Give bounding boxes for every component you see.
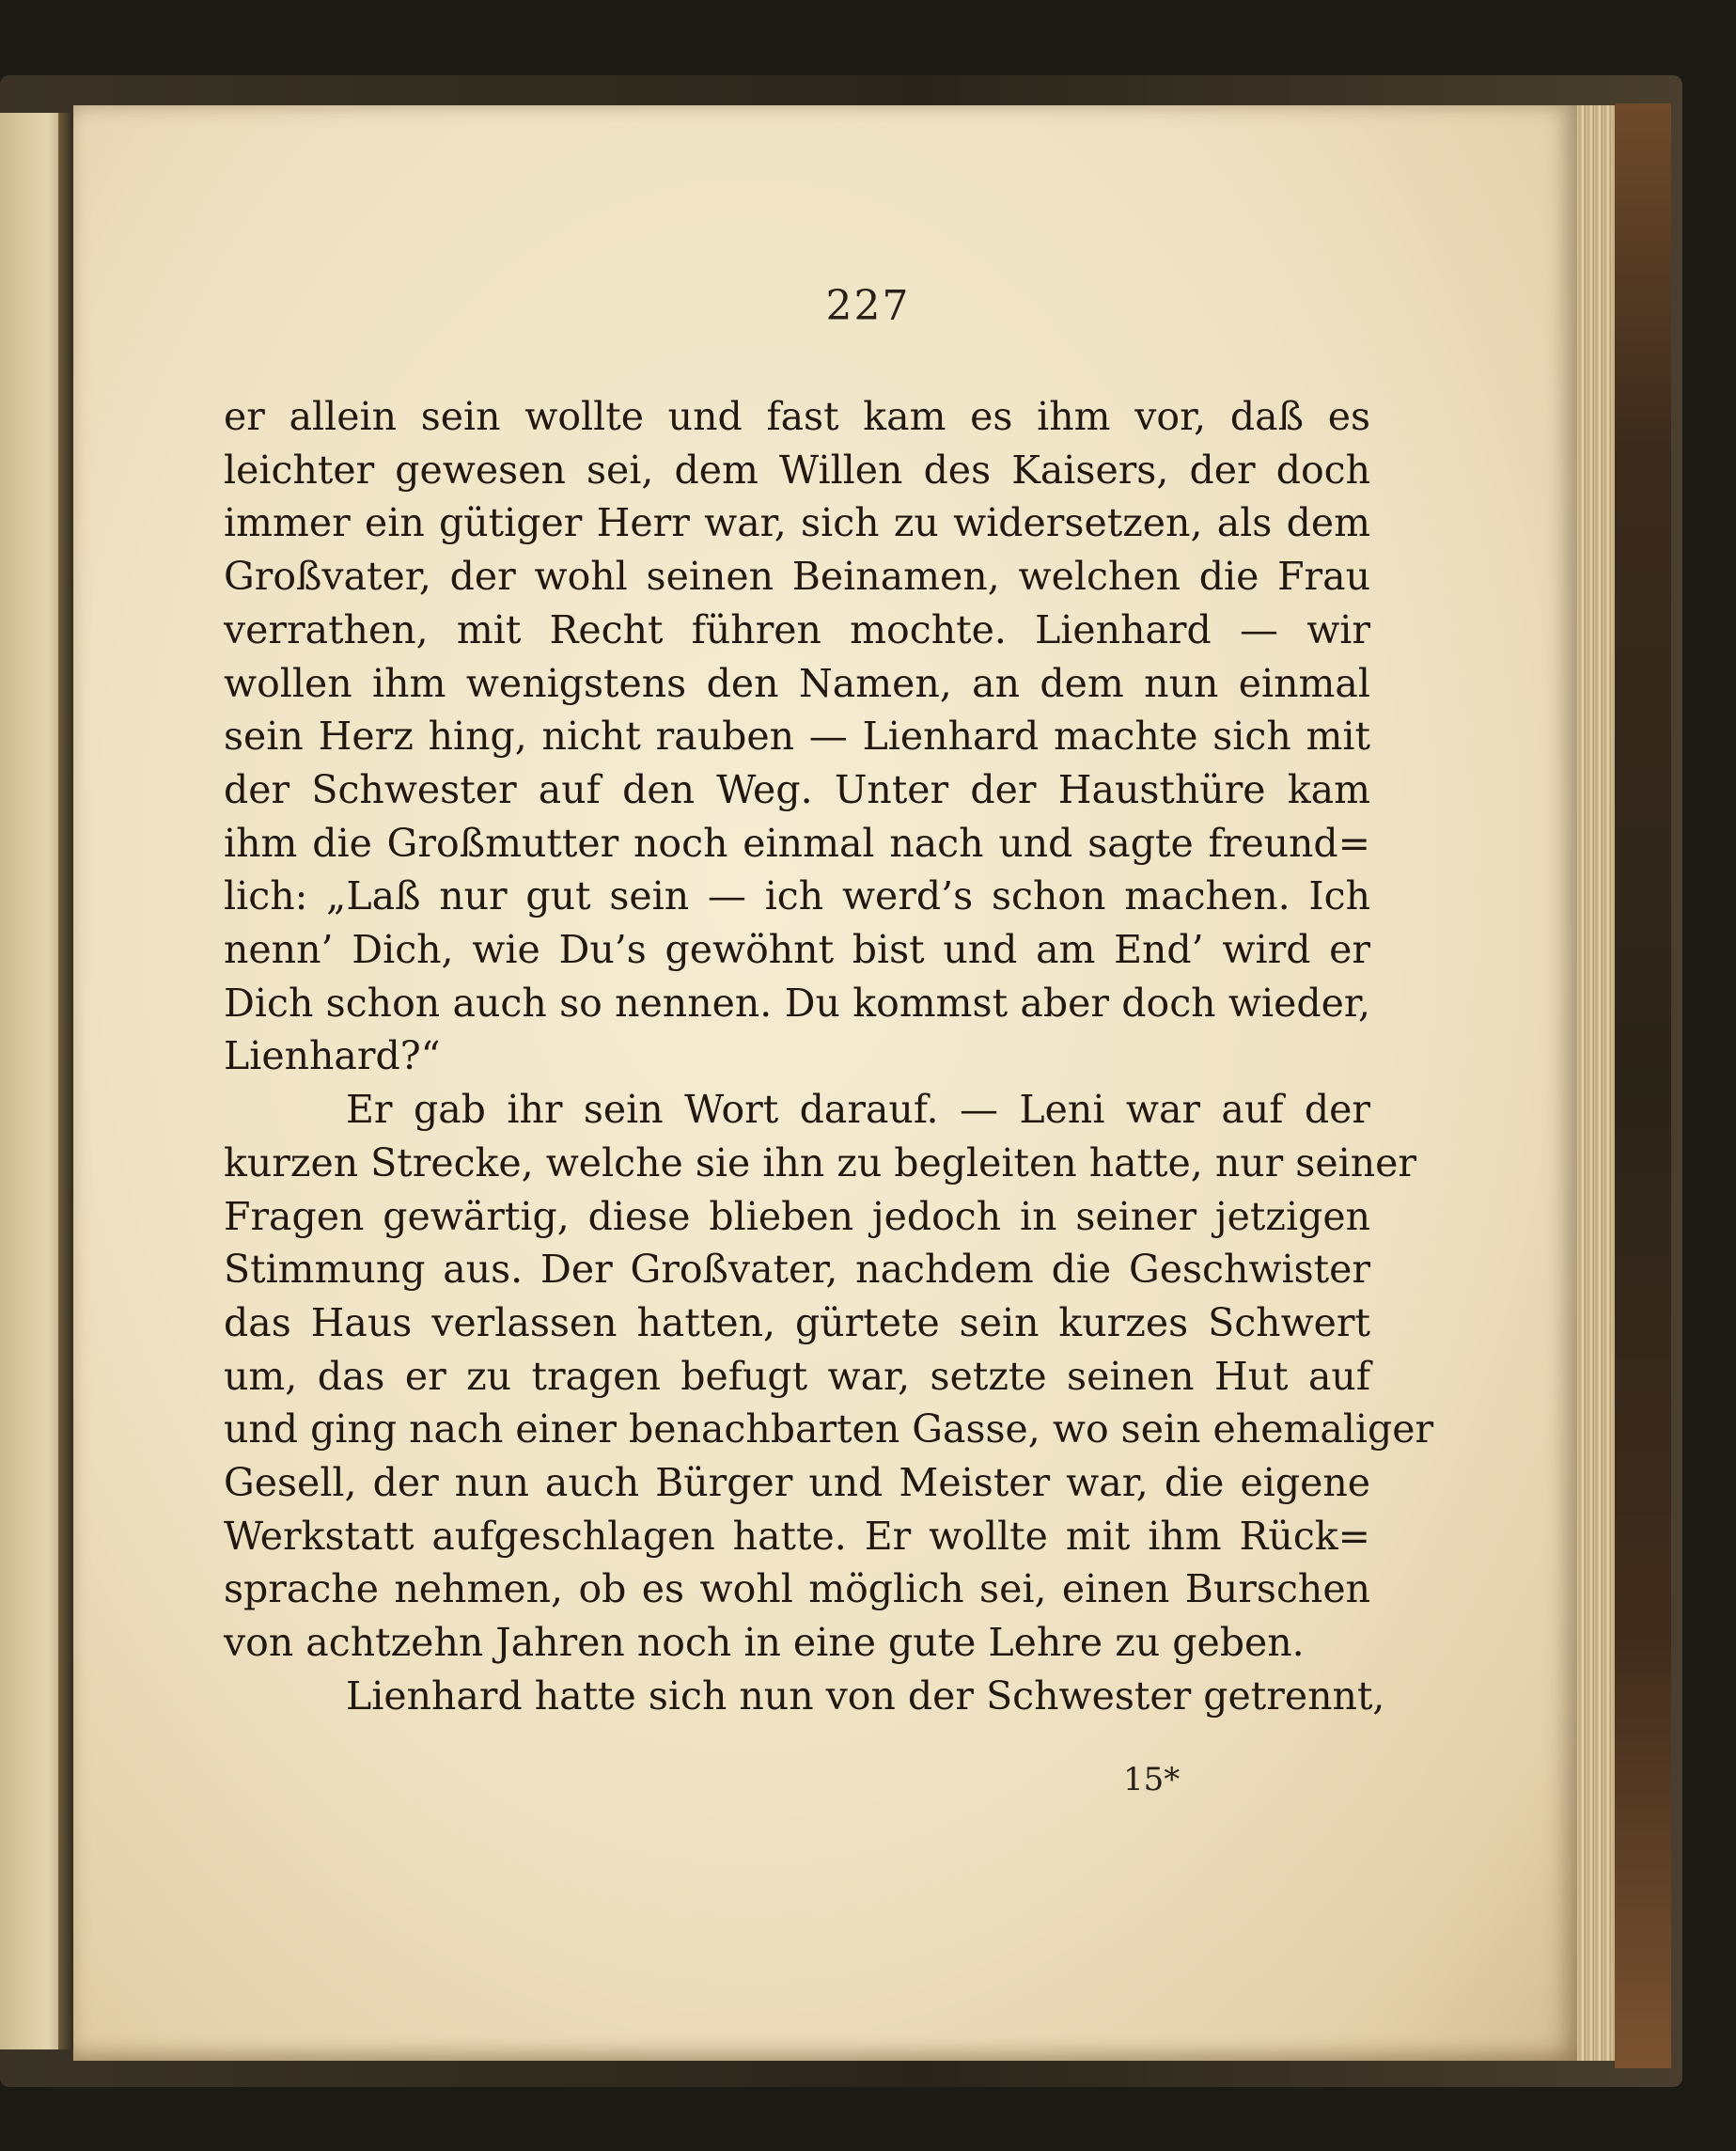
text-line: wollen ihm wenigstens den Namen, an dem nun einmal bbox=[224, 660, 1370, 706]
text-line: Fragen gewärtig, diese blieben jedoch in seiner jetzigen bbox=[224, 1193, 1370, 1239]
text-line: leichter gewesen sei, dem Willen des Kaisers, der doch bbox=[224, 447, 1370, 493]
text-line: Gesell, der nun auch Bürger und Meister war, die eigene bbox=[224, 1460, 1370, 1506]
text-line: ihm die Großmutter noch einmal nach und sagte freund= bbox=[224, 820, 1370, 866]
text-line: verrathen, mit Recht führen mochte. Lienhard — wir bbox=[224, 606, 1370, 652]
text-line: kurzen Strecke, welche sie ihn zu begleiten hatte, nur seiner bbox=[224, 1139, 1416, 1185]
text-line: Lienhard?“ bbox=[224, 1033, 441, 1079]
leather-binding bbox=[1615, 103, 1671, 2068]
page-stack-edges bbox=[1577, 105, 1615, 2061]
text-line: er allein sein wollte und fast kam es ihm vor, daß es bbox=[224, 394, 1370, 439]
text-line: der Schwester auf den Weg. Unter der Hausthüre kam bbox=[224, 766, 1370, 812]
text-line: lich: „Laß nur gut sein — ich werd’s schon machen. Ich bbox=[224, 873, 1370, 919]
body-text bbox=[224, 390, 1434, 1723]
text-line: von achtzehn Jahren noch in eine gute Lehre zu geben. bbox=[224, 1620, 1305, 1666]
text-line: Werkstatt aufgeschlagen hatte. Er wollte mit ihm Rück= bbox=[224, 1513, 1370, 1559]
printer-signature-mark: 15* bbox=[1123, 1761, 1181, 1798]
text-line: Er gab ihr sein Wort darauf. — Leni war auf der bbox=[346, 1087, 1370, 1133]
text-line: Lienhard hatte sich nun von der Schwester getrennt, bbox=[346, 1672, 1385, 1719]
text-line: sprache nehmen, ob es wohl möglich sei, einen Burschen bbox=[224, 1566, 1370, 1612]
text-line: Großvater, der wohl seinen Beinamen, welchen die Frau bbox=[224, 554, 1370, 600]
text-line: Dich schon auch so nennen. Du kommst aber doch wieder, bbox=[224, 980, 1370, 1026]
text-line: das Haus verlassen hatten, gürtete sein kurzes Schwert bbox=[224, 1299, 1370, 1345]
text-line: nenn’ Dich, wie Du’s gewöhnt bist und am End’ wird er bbox=[224, 927, 1370, 973]
text-line: um, das er zu tragen befugt war, setzte seinen Hut auf bbox=[224, 1353, 1370, 1399]
text-line: und ging nach einer benachbarten Gasse, wo sein ehemaliger bbox=[224, 1406, 1434, 1452]
text-line: immer ein gütiger Herr war, sich zu widersetzen, als dem bbox=[224, 500, 1370, 546]
page-number: 227 bbox=[825, 282, 911, 330]
text-line: sein Herz hing, nicht rauben — Lienhard machte sich mit bbox=[224, 714, 1370, 760]
text-line: Stimmung aus. Der Großvater, nachdem die Geschwister bbox=[224, 1247, 1370, 1293]
